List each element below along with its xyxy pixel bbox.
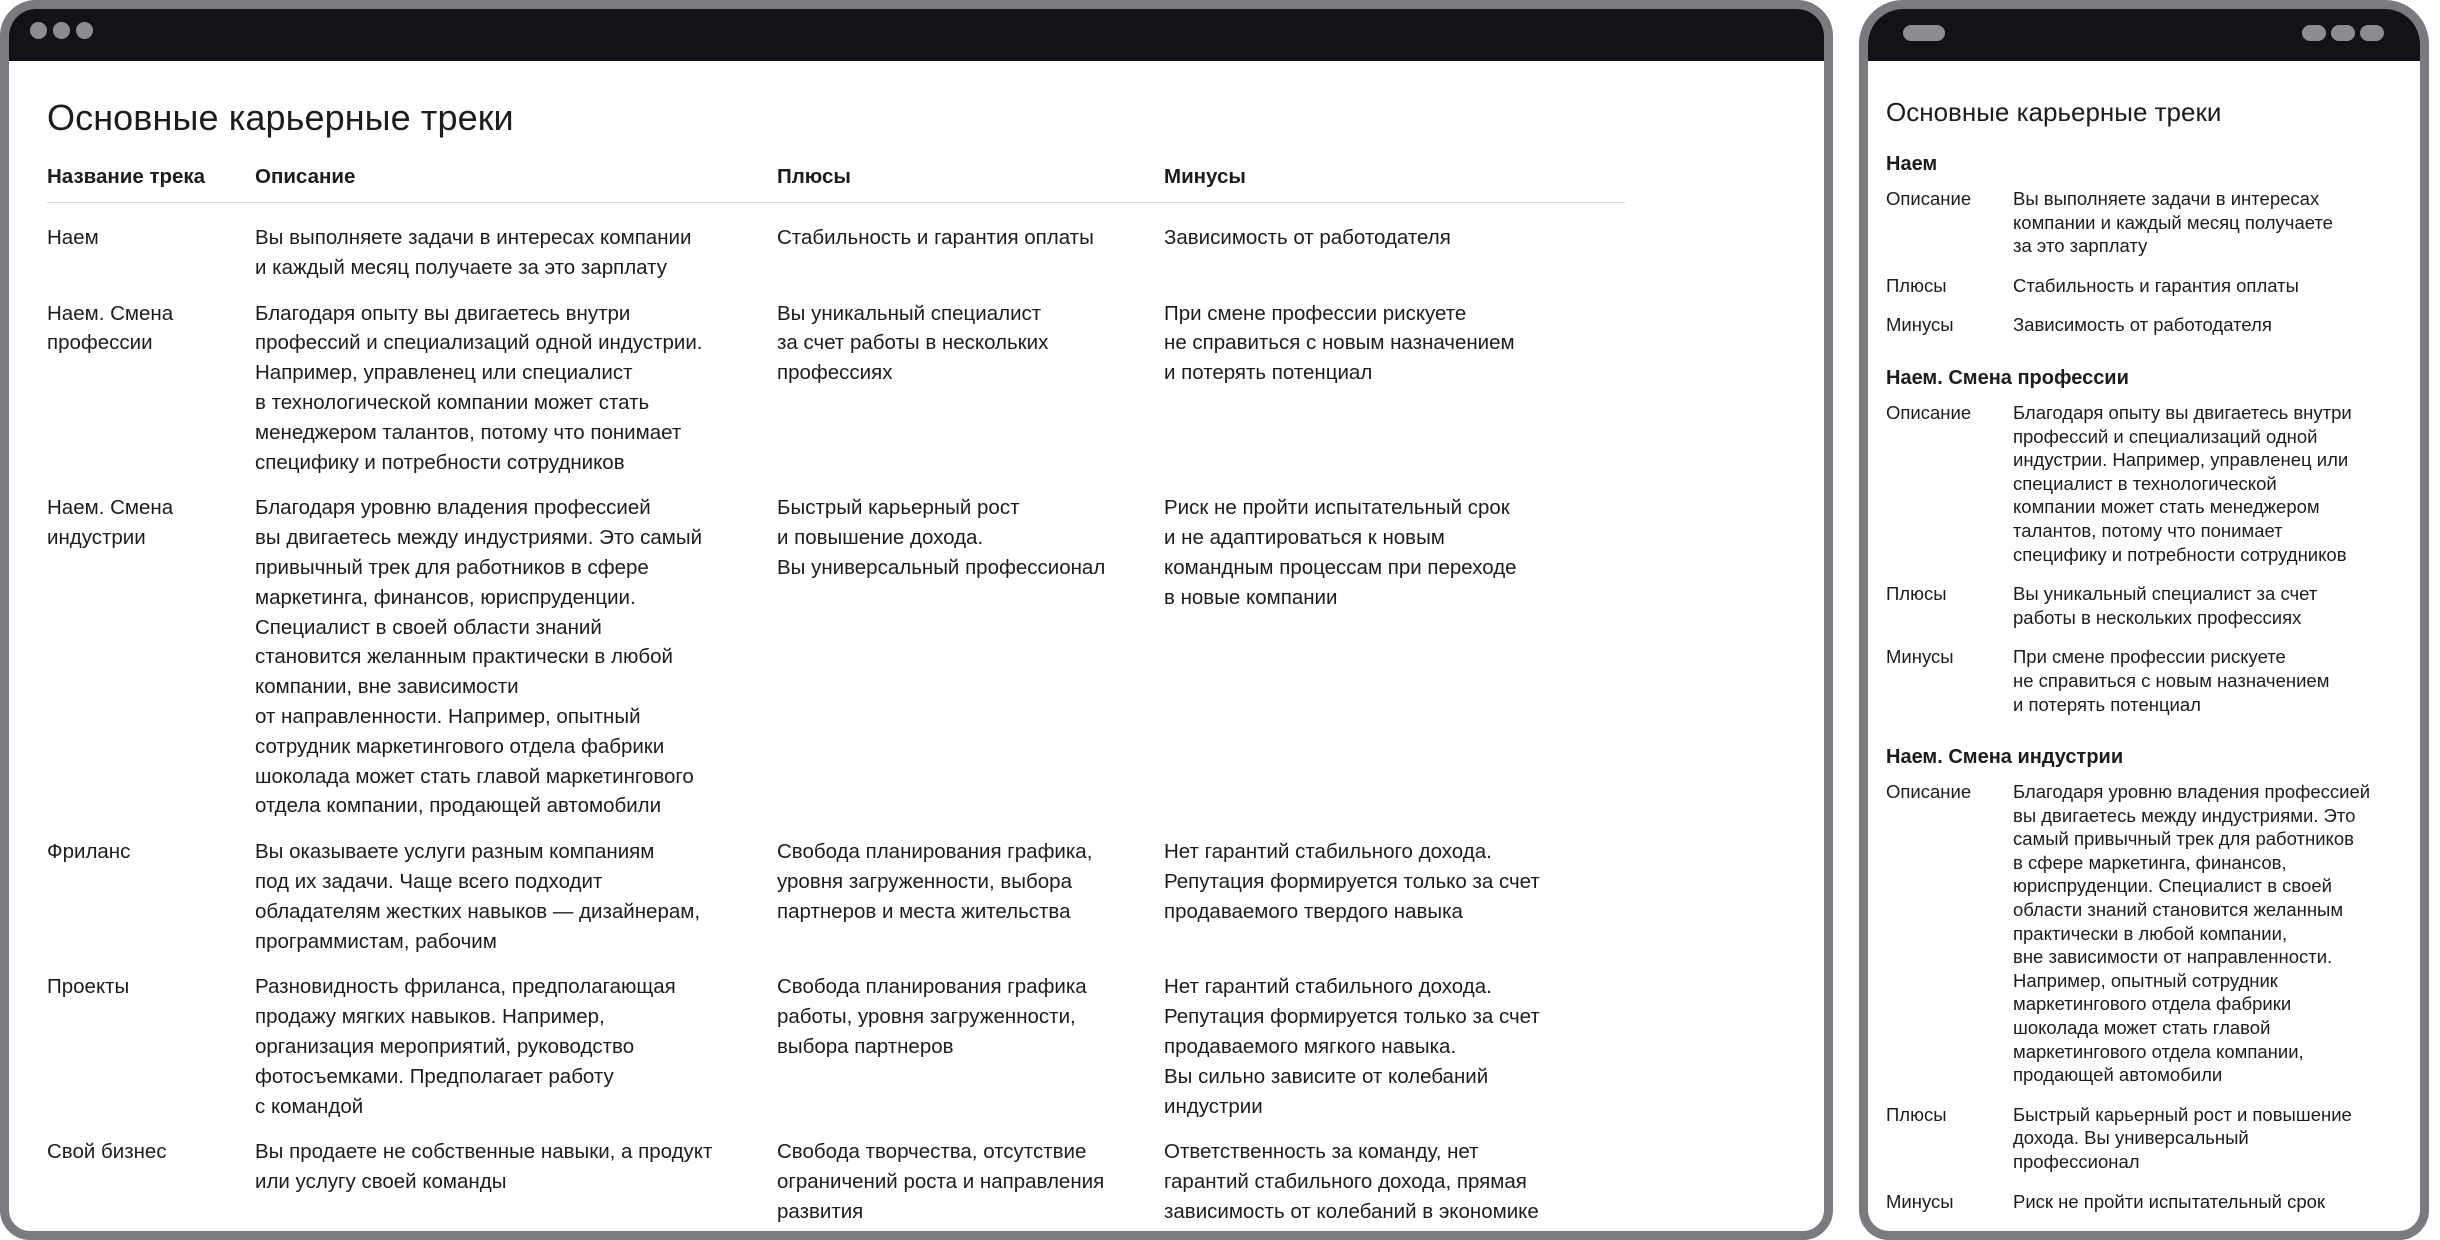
mobile-description-row	[1886, 187, 2386, 258]
mobile-pros-label: Плюсы	[1886, 1103, 1947, 1125]
track-cons: Зависимость от работодателя	[1164, 226, 1451, 249]
mobile-cons-value: Зависимость от работодателя	[2013, 314, 2272, 336]
track-name: Свой бизнес	[47, 1140, 167, 1164]
track-cons: Ответственность за команду, нет гарантий стабильного дохода, прямая зависимость от колебаний в экономике	[1164, 1140, 1539, 1223]
mobile-description-label: Описание	[1886, 781, 1972, 803]
track-cons: Риск не пройти испытательный срок и не адаптироваться к новым командным процессам при переходе в новые компании	[1164, 496, 1517, 609]
track-pros: Стабильность и гарантия оплаты	[777, 226, 1094, 249]
page-title: Основные карьерные треки	[47, 97, 514, 138]
mobile-description-value: Вы выполняете задачи в интересах компании и каждый месяц получаете за это зарплату	[2013, 188, 2333, 257]
mobile-track-section	[1886, 365, 2386, 716]
table-header-row	[47, 162, 1625, 203]
mobile-track-name: Наем. Смена профессии	[1886, 366, 2129, 389]
header-track-name: Название трека	[47, 162, 255, 203]
table-row	[47, 493, 1625, 837]
track-description: Благодаря опыту вы двигаетесь внутри профессий и специализаций одной индустрии. Например, управленец или специалист в технологической компании может стать менеджером талантов, потому что понимает специфику и потребности сотрудников	[255, 301, 703, 474]
table-row	[47, 299, 1625, 494]
mobile-indicator-pill	[2302, 25, 2326, 41]
track-name: Фриланс	[47, 840, 131, 864]
mobile-description-row	[1886, 401, 2386, 566]
track-pros: Свобода творчества, отсутствие ограничений роста и направления развития	[777, 1140, 1105, 1223]
mobile-window	[1859, 0, 2429, 1240]
desktop-titlebar	[9, 9, 1824, 61]
window-minimize-dot[interactable]	[53, 22, 70, 39]
mobile-cons-value: При смене профессии рискуете не справиться с новым назначением и потерять потенциал	[2013, 646, 2330, 715]
mobile-content	[1886, 61, 2386, 1229]
mobile-cons-row	[1886, 645, 2386, 716]
track-description: Благодаря уровню владения профессией вы двигаетесь между индустриями. Это самый привычный трек для работников в сфере маркетинга, финансов, юриспруденции. Специалист в своей области знаний становится желанным практически в любой компании, вне зависимости от направленности. Например, опытный сотрудник маркетингового отдела фабрики шоколада может стать главой маркетингового отдела компании, продающей автомобили	[255, 496, 703, 818]
track-pros: Быстрый карьерный рост и повышение дохода. Вы универсальный профессионал	[777, 496, 1106, 579]
window-close-dot[interactable]	[30, 22, 47, 39]
track-cons: Нет гарантий стабильного дохода. Репутация формируется только за счет продаваемого мягкого навыка. Вы сильно зависите от колебаний индустрии	[1164, 975, 1540, 1118]
tracks-table	[47, 162, 1625, 1240]
track-description: Разновидность фриланса, предполагающая продажу мягких навыков. Например, организация мероприятий, руководство фотосъемками. Предполагает работу с командой	[255, 975, 676, 1118]
mobile-pros-value: Вы уникальный специалист за счет работы в нескольких профессиях	[2013, 583, 2318, 628]
mobile-pros-value: Быстрый карьерный рост и повышение дохода. Вы универсальный профессионал	[2013, 1103, 2352, 1172]
track-pros: Вы уникальный специалист за счет работы в нескольких профессиях	[777, 301, 1049, 385]
mobile-cons-label: Минусы	[1886, 646, 1954, 668]
mobile-indicator-pill	[2331, 25, 2355, 41]
track-cons: Нет гарантий стабильного дохода. Репутация формируется только за счет продаваемого твердого навыка	[1164, 840, 1540, 923]
mobile-description-label: Описание	[1886, 401, 1972, 423]
track-name: Наем	[47, 226, 99, 249]
header-pros: Плюсы	[777, 162, 1164, 203]
track-description: Вы выполняете задачи в интересах компании и каждый месяц получаете за это зарплату	[255, 226, 692, 279]
table-row	[47, 837, 1625, 972]
mobile-track-section	[1886, 151, 2386, 337]
table-row	[47, 972, 1625, 1137]
mobile-pros-row	[1886, 582, 2386, 629]
mobile-cons-label: Минусы	[1886, 314, 1954, 336]
mobile-indicator-pill	[2360, 25, 2384, 41]
mobile-menu-pill[interactable]	[1903, 25, 1945, 41]
header-cons: Минусы	[1164, 162, 1625, 203]
track-name: Наем. Смена профессии	[47, 301, 174, 355]
track-pros: Свобода планирования графика, уровня загруженности, выбора партнеров и места жительства	[777, 840, 1093, 923]
mobile-pros-row	[1886, 274, 2386, 298]
mobile-description-value: Благодаря опыту вы двигаетесь внутри профессий и специализаций одной индустрии. Например, управленец или специалист в технологической компании может стать менеджером талантов, потому что понимает специфику и потребности сотрудников	[2013, 401, 2352, 565]
track-name: Наем. Смена индустрии	[47, 496, 174, 550]
desktop-content	[47, 61, 1625, 1240]
mobile-pros-label: Плюсы	[1886, 583, 1947, 605]
mobile-description-label: Описание	[1886, 188, 1972, 209]
header-description: Описание	[255, 162, 777, 203]
mobile-cons-value: Риск не пройти испытательный срок	[2013, 1190, 2326, 1212]
mobile-cons-row	[1886, 1190, 2386, 1214]
mobile-cons-row	[1886, 313, 2386, 337]
mobile-pros-row	[1886, 1103, 2386, 1174]
mobile-pros-label: Плюсы	[1886, 274, 1947, 296]
mobile-description-value: Благодаря уровню владения профессией вы двигаетесь между индустриями. Это самый привычный трек для работников в сфере маркетинга, финансов, юриспруденции. Специалист в своей области знаний становится желанным практически в любой компании, вне зависимости от направленности. Например, опытный сотрудник маркетингового отдела фабрики шоколада может стать главой маркетингового отдела компании, продающей автомобили	[2013, 781, 2371, 1086]
mobile-track-name: Наем. Смена индустрии	[1886, 746, 2124, 769]
window-maximize-dot[interactable]	[76, 22, 93, 39]
mobile-description-row	[1886, 780, 2386, 1087]
track-name: Проекты	[47, 975, 130, 999]
mobile-cons-label: Минусы	[1886, 1190, 1954, 1212]
table-row	[47, 203, 1625, 299]
track-pros: Свобода планирования графика работы, уровня загруженности, выбора партнеров	[777, 975, 1087, 1058]
track-description: Вы продаете не собственные навыки, а продукт или услугу своей команды	[255, 1140, 713, 1194]
track-cons: При смене профессии рискуете не справиться с новым назначением и потерять потенциал	[1164, 301, 1515, 385]
mobile-track-section	[1886, 744, 2386, 1213]
mobile-statusbar	[1868, 9, 2420, 61]
mobile-page-title: Основные карьерные треки	[1886, 97, 2222, 127]
table-row	[47, 1137, 1625, 1240]
track-description: Вы оказываете услуги разным компаниям под их задачи. Чаще всего подходит обладателям жестких навыков — дизайнерам, программистам, рабочим	[255, 840, 701, 953]
mobile-track-name: Наем	[1886, 153, 1938, 175]
mobile-pros-value: Стабильность и гарантия оплаты	[2013, 274, 2299, 296]
